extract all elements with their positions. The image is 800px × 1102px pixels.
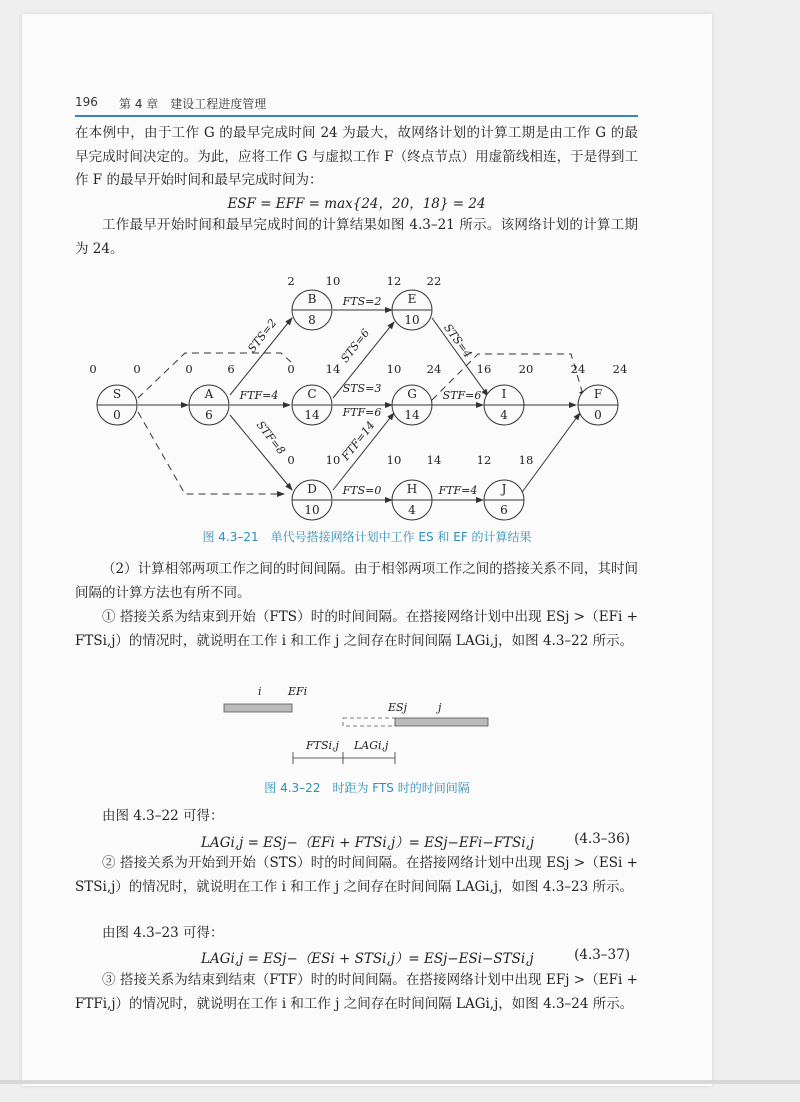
- node-c-id: C: [307, 387, 317, 401]
- node-b-dur: 8: [308, 313, 316, 327]
- node-d-id: D: [307, 482, 317, 496]
- bar-shift: [343, 718, 395, 726]
- link-d-g: FTF=14: [339, 418, 378, 463]
- fig22-fts: FTSi,j: [306, 739, 339, 752]
- equation-37-text: LAGi,j = ESj−（ESi + STSi,j）= ESj−ESi−STSi,j: [201, 951, 534, 967]
- formula-esf: ESF = EFF = max{24，20，18} = 24: [227, 196, 486, 212]
- link-c-g-sts: STS=3: [342, 382, 382, 395]
- fig22-esj: ESj: [388, 701, 407, 714]
- link-a-b: STS=2: [245, 316, 280, 356]
- es-j: 12: [476, 453, 492, 467]
- ef-b: 10: [325, 274, 341, 288]
- node-e-dur: 10: [404, 313, 420, 327]
- ef-c: 14: [325, 362, 341, 376]
- node-b-id: B: [307, 292, 317, 306]
- link-b-e: FTS=2: [342, 295, 382, 308]
- node-g-dur: 14: [404, 408, 420, 422]
- node-j-dur: 6: [500, 503, 508, 517]
- figure-22-caption: 图 4.3–22 时距为 FTS 时的时间间隔: [264, 781, 470, 795]
- node-h-dur: 4: [408, 503, 416, 517]
- ef-g: 24: [426, 362, 442, 376]
- equation-37-number: (4.3–37): [574, 947, 630, 963]
- node-i-dur: 4: [500, 408, 508, 422]
- es-f: 24: [570, 362, 586, 376]
- fig22-i: i: [258, 685, 262, 698]
- es-g: 10: [386, 362, 402, 376]
- equation-36-text: LAGi,j = ESj−（EFi + FTSi,j）= ESj−EFi−FTSi,j: [201, 835, 535, 851]
- bar-work-j: [395, 718, 488, 726]
- node-i-id: I: [501, 387, 507, 401]
- bar-work-i: [224, 704, 292, 712]
- link-h-j: FTF=4: [438, 484, 478, 497]
- es-s: 0: [89, 362, 97, 376]
- page-number: 196: [75, 95, 98, 109]
- link-e-i: STS=4: [441, 321, 475, 361]
- paragraph-result: 工作最早开始时间和最早完成时间的计算结果如图 4.3–21 所示。该网络计划的计算工期为 24。: [75, 217, 638, 257]
- node-h-id: H: [406, 482, 418, 496]
- link-c-e: STS=6: [338, 326, 373, 366]
- paragraph-sts: ② 搭接关系为开始到开始（STS）时的时间间隔。在搭接网络计划中出现 ESj >（ESi + STSi,j）的情况时，就说明在工作 i 和工作 j 之间存在时间间隔 LAGi,j，如图 4.3–23 所示。: [75, 855, 638, 895]
- ef-h: 14: [426, 453, 442, 467]
- es-c: 0: [287, 362, 295, 376]
- ef-f: 24: [612, 362, 628, 376]
- ef-s: 0: [133, 362, 141, 376]
- es-a: 0: [185, 362, 193, 376]
- paragraph-ftf: ③ 搭接关系为结束到结束（FTF）时的时间间隔。在搭接网络计划中出现 EFj >（EFi + FTFi,j）的情况时，就说明在工作 i 和工作 j 之间存在时间间隔 LAGi,j，如图 4.3–24 所示。: [75, 972, 638, 1012]
- ef-i: 20: [518, 362, 534, 376]
- node-f-dur: 0: [594, 408, 602, 422]
- chapter-title: 第 4 章 建设工程进度管理: [119, 97, 267, 111]
- paragraph-intro: 在本例中，由于工作 G 的最早完成时间 24 为最大，故网络计划的计算工期是由工作 G 的最早完成时间决定的。为此，应将工作 G 与虚拟工作 F（终点节点）用虚箭线相连，于是得到工作 F 的最早开始时间和最早完成时间为：: [75, 125, 638, 188]
- es-b: 2: [287, 274, 295, 288]
- fig22-lag: LAGi,j: [354, 739, 389, 752]
- paragraph-from-22: 由图 4.3–22 可得：: [102, 808, 224, 824]
- node-s-id: S: [112, 387, 122, 401]
- node-f-id: F: [593, 387, 603, 401]
- ef-e: 22: [426, 274, 442, 288]
- paragraph-from-23: 由图 4.3–23 可得：: [102, 925, 224, 941]
- node-g-id: G: [407, 387, 417, 401]
- link-c-g-ftf: FTF=6: [342, 406, 382, 419]
- es-e: 12: [386, 274, 402, 288]
- es-h: 10: [386, 453, 402, 467]
- link-a-d: STF=8: [253, 418, 288, 458]
- node-j-id: J: [501, 482, 507, 496]
- link-a-c: FTF=4: [239, 389, 279, 402]
- fig22-efi: EFi: [288, 685, 308, 698]
- es-i: 16: [476, 362, 492, 376]
- equation-36-number: (4.3–36): [574, 831, 630, 847]
- ef-d: 10: [325, 453, 341, 467]
- node-a-dur: 6: [205, 408, 213, 422]
- es-d: 0: [287, 453, 295, 467]
- link-g-i: STF=6: [442, 389, 482, 402]
- node-e-id: E: [407, 292, 417, 306]
- ef-a: 6: [227, 362, 235, 376]
- paragraph-lag-intro: （2）计算相邻两项工作之间的时间间隔。由于相邻两项工作之间的搭接关系不同，其时间间隔的计算方法也有所不同。: [75, 561, 638, 601]
- paragraph-fts: ① 搭接关系为结束到开始（FTS）时的时间间隔。在搭接网络计划中出现 ESj >（EFi + FTSi,j）的情况时，就说明在工作 i 和工作 j 之间存在时间间隔 LAGi,j，如图 4.3–22 所示。: [75, 609, 638, 649]
- node-d-dur: 10: [304, 503, 320, 517]
- link-d-h: FTS=0: [342, 484, 382, 497]
- figure-21-caption: 图 4.3–21 单代号搭接网络计划中工作 ES 和 EF 的计算结果: [202, 530, 532, 544]
- node-c-dur: 14: [304, 408, 320, 422]
- fig22-j: j: [438, 701, 442, 714]
- node-a-id: A: [204, 387, 214, 401]
- ef-j: 18: [518, 453, 534, 467]
- node-s-dur: 0: [113, 408, 121, 422]
- scan-edge: [0, 1080, 800, 1084]
